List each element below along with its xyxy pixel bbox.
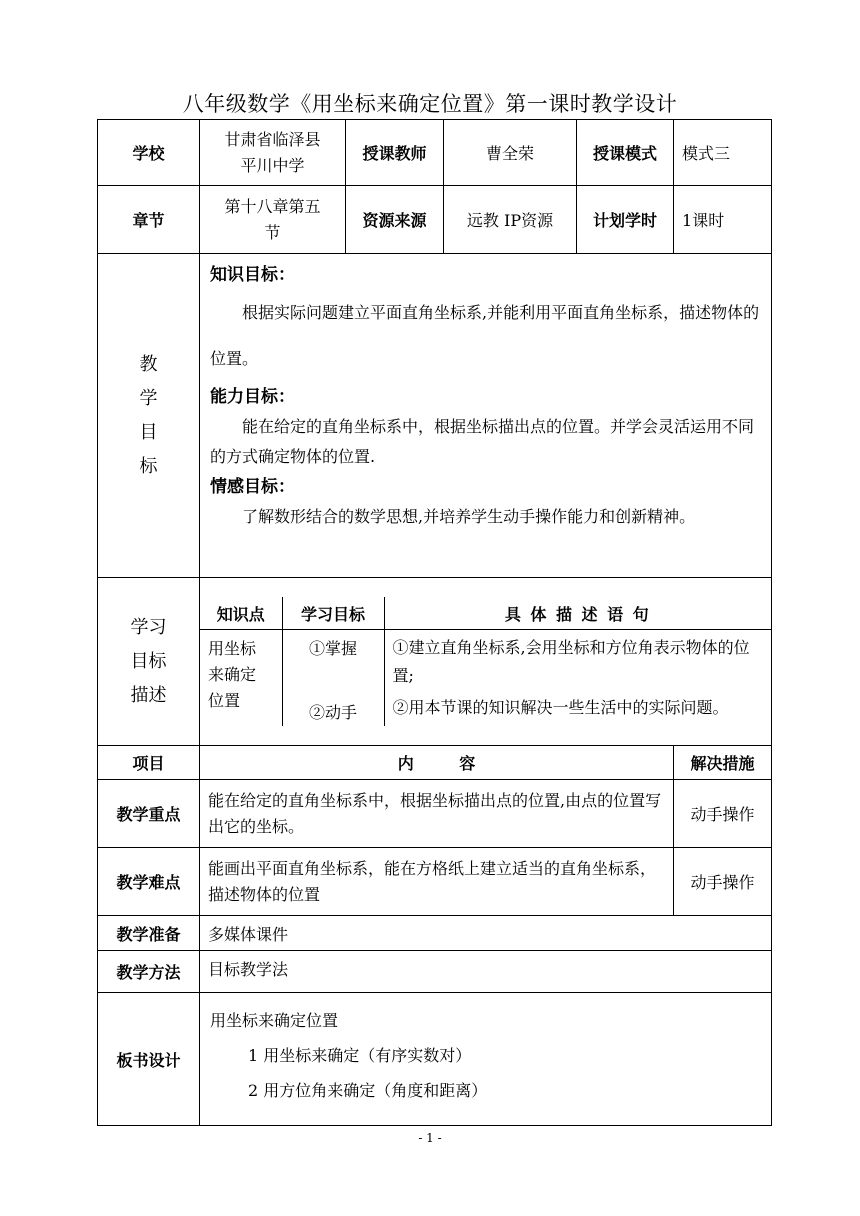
key-point-content: 能在给定的直角坐标系中，根据坐标描出点的位置,由点的位置写出它的坐标。 bbox=[200, 780, 674, 848]
chapter-value: 第十八章第五 节 bbox=[200, 186, 346, 254]
col-learning-goal: 学习目标 bbox=[282, 597, 384, 629]
ability-heading: 能力目标： bbox=[210, 387, 295, 407]
preparation-content: 多媒体课件 bbox=[200, 916, 772, 951]
school-value: 甘肃省临泽县 平川中学 bbox=[200, 120, 346, 186]
preparation-label: 教学准备 bbox=[98, 916, 200, 951]
lesson-plan-table bbox=[97, 119, 772, 1126]
teacher-label: 授课教师 bbox=[346, 120, 444, 186]
difficult-point-measure: 动手操作 bbox=[674, 848, 772, 916]
objectives-content bbox=[200, 254, 772, 578]
mode-label: 授课模式 bbox=[577, 120, 674, 186]
emotion-heading: 情感目标： bbox=[210, 477, 295, 497]
chapter-label: 章节 bbox=[98, 186, 200, 254]
key-point-label: 教学重点 bbox=[98, 780, 200, 848]
hours-label: 计划学时 bbox=[577, 186, 674, 254]
teacher-value: 曹全荣 bbox=[444, 120, 577, 186]
hours-value: 1课时 bbox=[674, 186, 772, 254]
method-content: 目标教学法 bbox=[200, 951, 772, 993]
resource-value: 远教 IP资源 bbox=[444, 186, 577, 254]
learning-label: 学习 目标 描述 bbox=[98, 578, 200, 746]
knowledge-point: 用坐标 来确定 位置 bbox=[200, 629, 282, 726]
board-design-label: 板书设计 bbox=[98, 993, 200, 1126]
school-label: 学校 bbox=[98, 120, 200, 186]
col-knowledge-point: 知识点 bbox=[200, 597, 282, 629]
document-title: 八年级数学《用坐标来确定位置》第一课时教学设计 bbox=[182, 92, 678, 116]
method-label: 教学方法 bbox=[98, 951, 200, 993]
col-item: 项目 bbox=[98, 746, 200, 780]
key-point-measure: 动手操作 bbox=[674, 780, 772, 848]
difficult-point-label: 教学难点 bbox=[98, 848, 200, 916]
col-description: 具 体 描 述 语 句 bbox=[384, 597, 771, 629]
learning-goals: ①掌握 ②动手 bbox=[282, 629, 384, 726]
page-number: - 1 - bbox=[418, 1131, 442, 1145]
mode-value: 模式三 bbox=[674, 120, 772, 186]
objectives-label: 教 学 目 标 bbox=[98, 254, 200, 578]
ability-text: 能在给定的直角坐标系中，根据坐标描出点的位置。并学会灵活运用不同的方式确定物体的位置. bbox=[210, 417, 755, 466]
emotion-text: 了解数形结合的数学思想,并培养学生动手操作能力和创新精神。 bbox=[242, 507, 696, 526]
board-design-content: 用坐标来确定位置 1 用坐标来确定（有序实数对） 2 用方位角来确定（角度和距离） bbox=[200, 993, 772, 1126]
col-content: 内 容 bbox=[200, 746, 674, 780]
resource-label: 资源来源 bbox=[346, 186, 444, 254]
knowledge-heading: 知识目标： bbox=[210, 265, 295, 285]
description-sentences: ①建立直角坐标系,会用坐标和方位角表示物体的位置; ②用本节课的知识解决一些生活中的实际问题。 bbox=[384, 629, 771, 726]
difficult-point-content: 能画出平面直角坐标系，能在方格纸上建立适当的直角坐标系，描述物体的位置 bbox=[200, 848, 674, 916]
learning-content bbox=[200, 578, 772, 746]
knowledge-text: 根据实际问题建立平面直角坐标系,并能利用平面直角坐标系，描述物体的位置。 bbox=[210, 303, 760, 368]
col-measure: 解决措施 bbox=[674, 746, 772, 780]
